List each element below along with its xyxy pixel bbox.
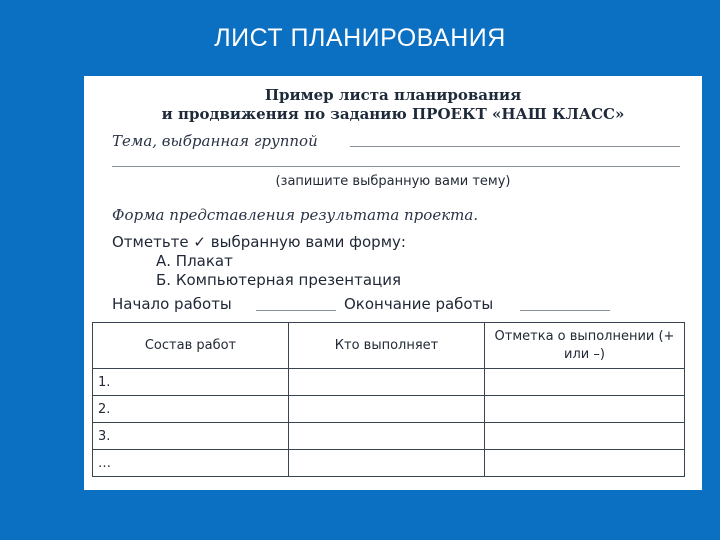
- completion-cell: [485, 450, 685, 477]
- heading-line-1: Пример листа планирования: [264, 86, 522, 104]
- table-row: [93, 369, 685, 396]
- executor-cell: [289, 450, 485, 477]
- row-number: 2.: [93, 396, 289, 423]
- planning-sheet: [84, 76, 702, 490]
- column-header-completion: Отметка о выполнении (+ или –): [485, 323, 685, 369]
- start-fill-line: [256, 310, 336, 311]
- heading-line-2: и продвижения по заданию ПРОЕКТ «НАШ КЛАСС»: [161, 105, 625, 123]
- end-fill-line: [520, 310, 610, 311]
- topic-fill-line: [350, 146, 680, 147]
- topic-fill-line-2: [112, 166, 680, 167]
- completion-cell: [485, 396, 685, 423]
- checkmark-icon: ✓: [193, 233, 206, 251]
- start-label: Начало работы: [112, 295, 232, 313]
- row-number: …: [93, 450, 289, 477]
- completion-cell: [485, 423, 685, 450]
- executor-cell: [289, 369, 485, 396]
- topic-hint: (запишите выбранную вами тему): [275, 174, 511, 189]
- sheet-heading: [84, 86, 702, 124]
- choose-suffix: выбранную вами форму:: [210, 233, 406, 251]
- option-poster: А. Плакат: [156, 252, 233, 270]
- table-header-row: [93, 323, 685, 369]
- choose-prefix: Отметьте: [112, 233, 189, 251]
- row-number: 1.: [93, 369, 289, 396]
- completion-cell: [485, 369, 685, 396]
- executor-cell: [289, 396, 485, 423]
- slide-title: ЛИСТ ПЛАНИРОВАНИЯ: [214, 24, 506, 52]
- end-label: Окончание работы: [344, 295, 494, 313]
- option-presentation: Б. Компьютерная презентация: [156, 271, 402, 289]
- row-number: 3.: [93, 423, 289, 450]
- table-row: [93, 423, 685, 450]
- plan-table: [92, 322, 685, 477]
- choose-form-instruction: [112, 233, 406, 251]
- column-header-work: Состав работ: [93, 323, 289, 369]
- form-label: Форма представления результата проекта.: [112, 206, 479, 224]
- column-header-executor: Кто выполняет: [289, 323, 485, 369]
- topic-label: Тема, выбранная группой: [112, 132, 318, 150]
- executor-cell: [289, 423, 485, 450]
- table-row: [93, 450, 685, 477]
- table-row: [93, 396, 685, 423]
